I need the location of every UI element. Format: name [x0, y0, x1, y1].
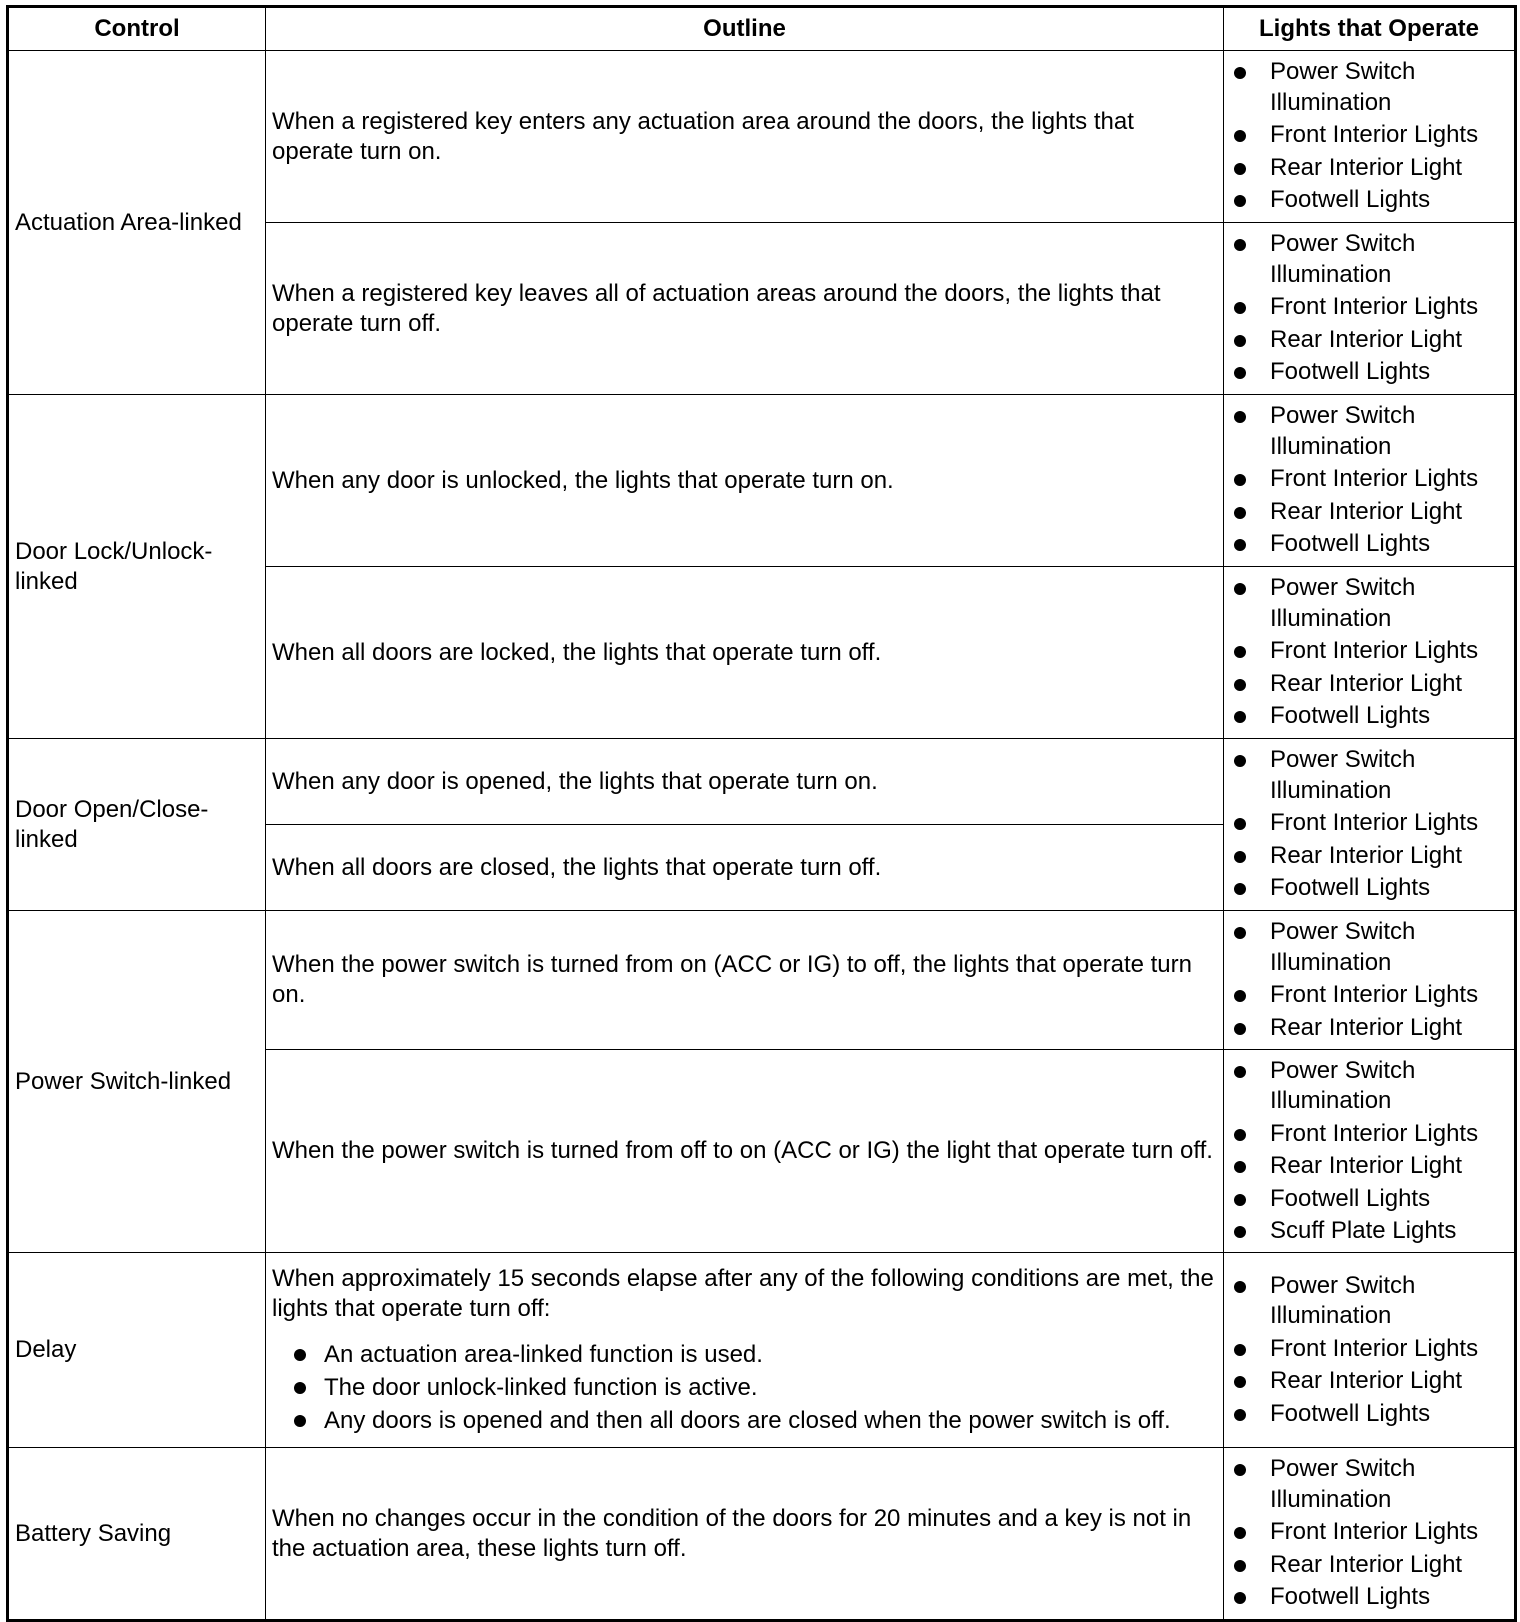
lights-cell	[1224, 739, 1516, 911]
list-item: Footwell Lights	[1230, 529, 1508, 560]
list-item: Scuff Plate Lights	[1230, 1216, 1508, 1247]
lights-list	[1230, 57, 1508, 216]
list-item: Rear Interior Light	[1230, 841, 1508, 872]
control-cell: Door Lock/Unlock-linked	[8, 395, 266, 739]
list-item: Rear Interior Light	[1230, 1366, 1508, 1397]
lights-table	[6, 5, 1517, 1622]
list-item: Footwell Lights	[1230, 1184, 1508, 1215]
lights-cell	[1224, 51, 1516, 223]
list-item: Power Switch Illumination	[1230, 573, 1508, 634]
outline-cell: When any door is unlocked, the lights that operate turn on.	[266, 395, 1224, 567]
list-item: Power Switch Illumination	[1230, 1454, 1508, 1515]
lights-list	[1230, 1271, 1508, 1430]
list-item: Rear Interior Light	[1230, 497, 1508, 528]
list-item: Power Switch Illumination	[1230, 229, 1508, 290]
lights-cell	[1224, 911, 1516, 1050]
table-row	[8, 395, 1516, 567]
list-item: An actuation area-linked function is used.	[292, 1338, 1217, 1371]
list-item: Footwell Lights	[1230, 1399, 1508, 1430]
outline-cell: When all doors are closed, the lights that operate turn off.	[266, 825, 1224, 911]
lights-cell	[1224, 1448, 1516, 1621]
control-cell: Door Open/Close-linked	[8, 739, 266, 911]
list-item: Footwell Lights	[1230, 873, 1508, 904]
list-item: Rear Interior Light	[1230, 153, 1508, 184]
list-item: Any doors is opened and then all doors are closed when the power switch is off.	[292, 1404, 1217, 1437]
header-row	[8, 7, 1516, 51]
lights-list	[1230, 229, 1508, 388]
outline-cell: When a registered key enters any actuation area around the doors, the lights that operate turn on.	[266, 51, 1224, 223]
list-item: Footwell Lights	[1230, 357, 1508, 388]
lights-list	[1230, 401, 1508, 560]
lights-cell	[1224, 1253, 1516, 1448]
header-control: Control	[8, 7, 266, 51]
control-cell: Power Switch-linked	[8, 911, 266, 1253]
list-item: Front Interior Lights	[1230, 1334, 1508, 1365]
lights-list	[1230, 1454, 1508, 1613]
outline-cell: When the power switch is turned from off to on (ACC or IG) the light that operate turn off.	[266, 1050, 1224, 1253]
list-item: Rear Interior Light	[1230, 1550, 1508, 1581]
lights-list	[1230, 573, 1508, 732]
list-item: Front Interior Lights	[1230, 292, 1508, 323]
table-row	[8, 911, 1516, 1050]
list-item: Power Switch Illumination	[1230, 401, 1508, 462]
outline-cell	[266, 1253, 1224, 1448]
list-item: Front Interior Lights	[1230, 1517, 1508, 1548]
list-item: Footwell Lights	[1230, 185, 1508, 216]
list-item: Front Interior Lights	[1230, 464, 1508, 495]
control-cell: Battery Saving	[8, 1448, 266, 1621]
list-item: Rear Interior Light	[1230, 1013, 1508, 1044]
list-item: Power Switch Illumination	[1230, 1056, 1508, 1117]
lights-cell	[1224, 1050, 1516, 1253]
list-item: Power Switch Illumination	[1230, 745, 1508, 806]
list-item: The door unlock-linked function is active.	[292, 1371, 1217, 1404]
list-item: Footwell Lights	[1230, 1582, 1508, 1613]
outline-cell: When any door is opened, the lights that operate turn on.	[266, 739, 1224, 825]
table-row	[8, 1253, 1516, 1448]
table-row	[8, 739, 1516, 825]
lights-cell	[1224, 567, 1516, 739]
lights-cell	[1224, 223, 1516, 395]
list-item: Rear Interior Light	[1230, 669, 1508, 700]
control-cell: Actuation Area-linked	[8, 51, 266, 395]
control-cell: Delay	[8, 1253, 266, 1448]
list-item: Front Interior Lights	[1230, 120, 1508, 151]
table-row	[8, 51, 1516, 223]
list-item: Footwell Lights	[1230, 701, 1508, 732]
header-lights: Lights that Operate	[1224, 7, 1516, 51]
outline-cell: When the power switch is turned from on (ACC or IG) to off, the lights that operate turn on.	[266, 911, 1224, 1050]
list-item: Front Interior Lights	[1230, 808, 1508, 839]
outline-cell: When a registered key leaves all of actuation areas around the doors, the lights that operate turn off.	[266, 223, 1224, 395]
lights-list	[1230, 917, 1508, 1043]
lights-list	[1230, 745, 1508, 904]
outline-cell: When all doors are locked, the lights that operate turn off.	[266, 567, 1224, 739]
lights-cell	[1224, 395, 1516, 567]
header-outline: Outline	[266, 7, 1224, 51]
list-item: Rear Interior Light	[1230, 1151, 1508, 1182]
outline-text: When approximately 15 seconds elapse after any of the following conditions are met, the lights that operate turn off:	[272, 1264, 1214, 1322]
table-row	[8, 1448, 1516, 1621]
list-item: Rear Interior Light	[1230, 325, 1508, 356]
list-item: Power Switch Illumination	[1230, 57, 1508, 118]
conditions-list	[272, 1338, 1217, 1437]
list-item: Front Interior Lights	[1230, 1119, 1508, 1150]
list-item: Front Interior Lights	[1230, 636, 1508, 667]
list-item: Power Switch Illumination	[1230, 917, 1508, 978]
outline-cell: When no changes occur in the condition of the doors for 20 minutes and a key is not in the actuation area, these lights turn off.	[266, 1448, 1224, 1621]
lights-list	[1230, 1056, 1508, 1247]
list-item: Power Switch Illumination	[1230, 1271, 1508, 1332]
list-item: Front Interior Lights	[1230, 980, 1508, 1011]
